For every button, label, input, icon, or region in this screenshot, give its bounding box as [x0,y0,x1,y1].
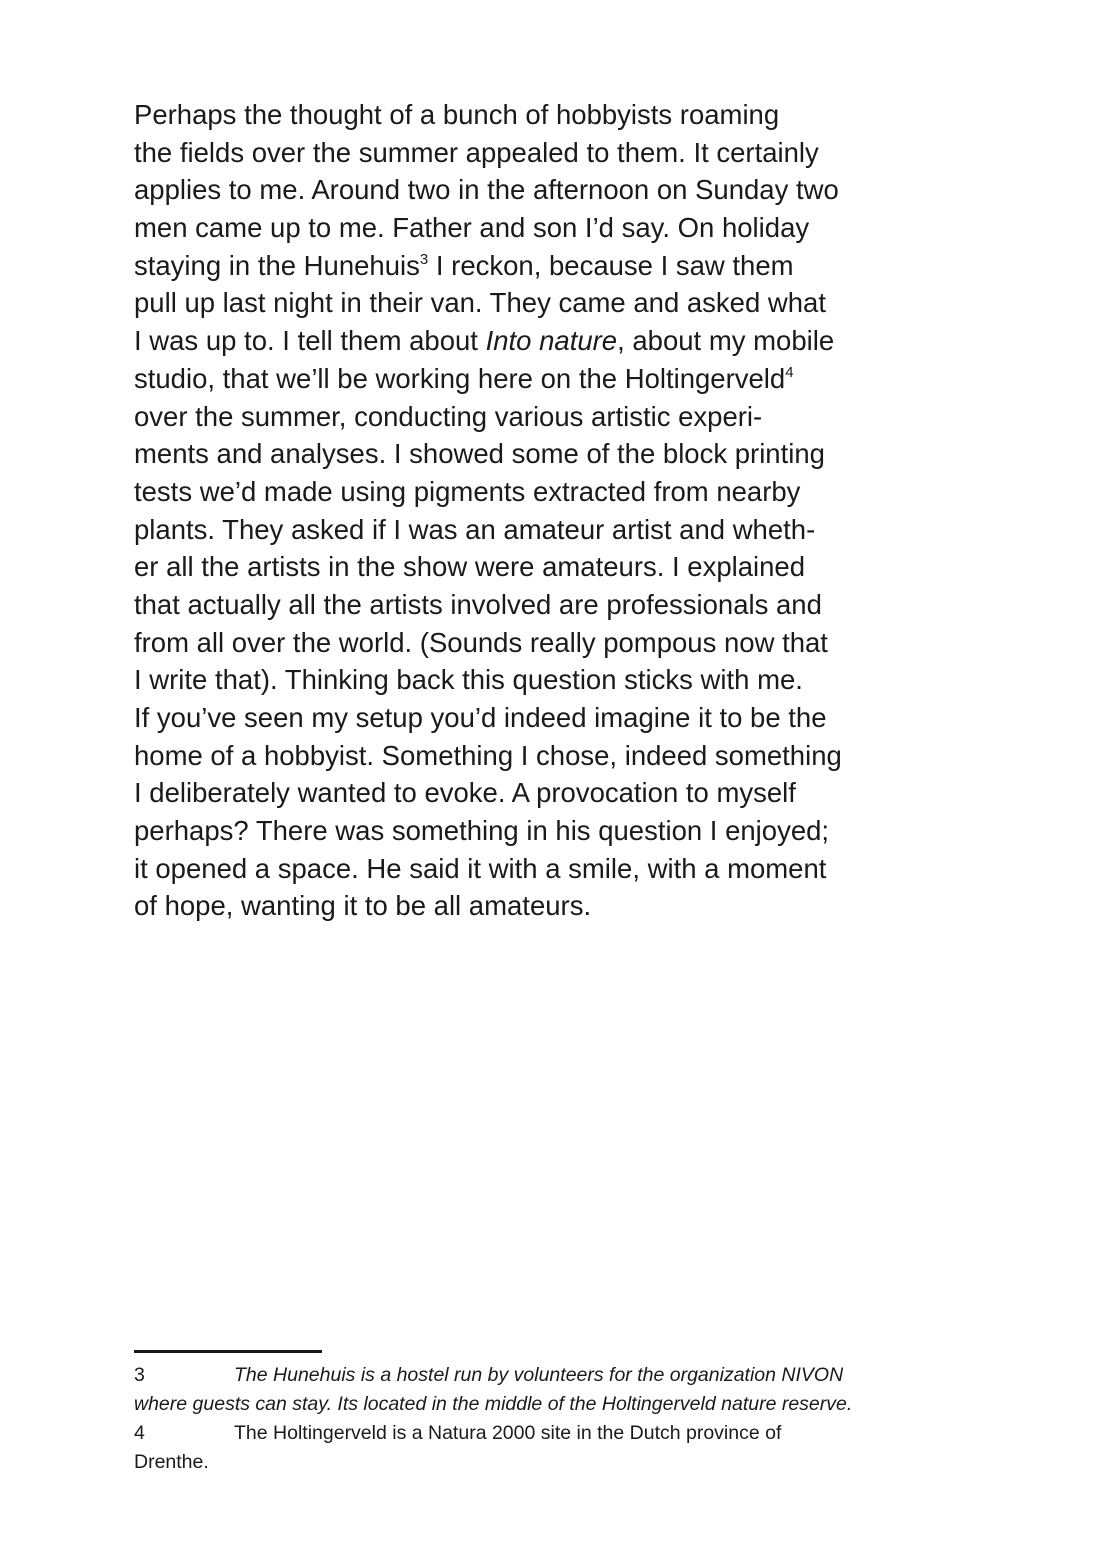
footnote-number: 3 [134,1364,145,1386]
text-segment: staying in the Hunehuis [134,249,420,281]
footnote-3 [134,1361,964,1419]
text-line: Perhaps the thought of a bunch of hobbyists roaming [134,99,780,130]
text-line: over the summer, conducting various artistic experi- [134,400,763,432]
footnotes [134,1361,964,1477]
footnote-line [134,1419,964,1448]
text-line [134,360,984,398]
text-line: I write that). Thinking back this question sticks with me. [134,664,803,696]
text-line: If you’ve seen my setup you’d indeed imagine it to be the [134,702,827,733]
text-line: plants. They asked if I was an amateur artist and wheth- [134,513,816,545]
footnote-text: The Hunehuis is a hostel run by volunteers for the organization NIVON [234,1364,844,1386]
text-line: tests we’d made using pigments extracted from nearby [134,475,801,507]
body-text [134,96,984,925]
footnote-line [134,1361,964,1390]
text-line: from all over the world. (Sounds really pompous now that [134,626,828,658]
footnote-number: 4 [134,1422,145,1444]
text-line: home of a hobbyist. Something I chose, indeed something [134,739,842,771]
text-segment: I reckon, because I saw them [428,249,794,281]
text-line: that actually all the artists involved are professionals and [134,588,822,620]
text-line: pull up last night in their van. They came and asked what [134,287,826,319]
footnote-divider [134,1350,322,1353]
text-line: perhaps? There was something in his question I enjoyed; [134,815,830,847]
text-segment: , about my mobile [617,325,835,357]
text-line: it opened a space. He said it with a smile, with a moment [134,852,827,884]
footnote-ref-3[interactable]: 3 [419,250,429,268]
footnote-text: The Holtingerveld is a Natura 2000 site in the Dutch province of [234,1422,782,1444]
text-segment: I was up to. I tell them about [134,325,486,357]
text-line: men came up to me. Father and son I’d say. On holiday [134,212,810,244]
text-line [134,247,984,285]
text-line: ments and analyses. I showed some of the block printing [134,438,825,470]
footnote-4 [134,1419,964,1477]
work-title: Into nature [485,325,618,357]
text-line: applies to me. Around two in the afternoon on Sunday two [134,174,839,206]
text-line: the fields over the summer appealed to them. It certainly [134,136,819,168]
text-line [134,322,984,360]
text-line: of hope, wanting it to be all amateurs. [134,890,592,922]
text-line: er all the artists in the show were amateurs. I explained [134,551,806,583]
text-line: I deliberately wanted to evoke. A provocation to myself [134,777,796,809]
footnote-line: where guests can stay. Its located in the middle of the Holtingerveld nature reserve. [134,1393,853,1415]
footnote-line: Drenthe. [134,1451,209,1473]
text-segment: studio, that we’ll be working here on the Holtingerveld [134,362,786,394]
footnote-ref-4[interactable]: 4 [785,363,794,381]
